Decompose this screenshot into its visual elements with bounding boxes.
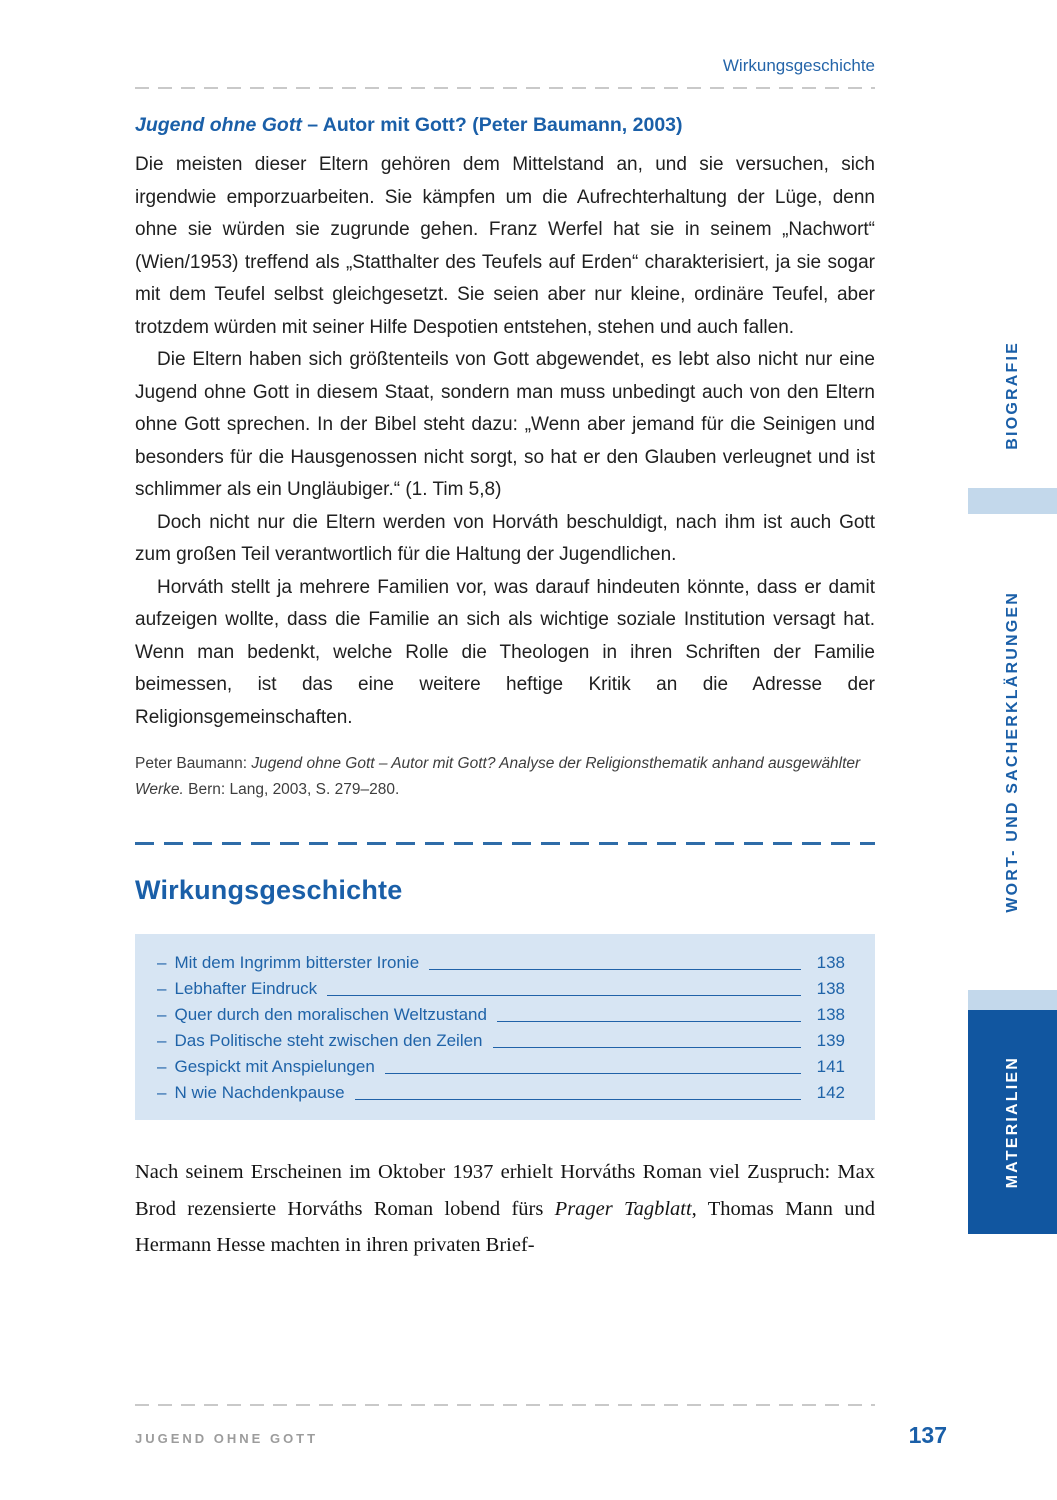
- toc-label: N wie Nachdenkpause: [174, 1083, 345, 1102]
- toc-leader-line: [385, 1073, 801, 1074]
- toc-box: [135, 934, 875, 1120]
- tab-biografie: [968, 300, 1057, 490]
- toc-row-4: [157, 1028, 845, 1054]
- toc-page-number: 141: [816, 1057, 845, 1076]
- toc-page-number: 138: [816, 953, 845, 972]
- toc-leader-line: [493, 1047, 801, 1048]
- book-title-footer: JUGEND OHNE GOTT: [135, 1431, 319, 1446]
- tab-separator-2: [968, 990, 1057, 1010]
- page-footer: [135, 1404, 947, 1449]
- running-header-label: Wirkungsgeschichte: [722, 56, 875, 75]
- toc-row-3: [157, 1002, 845, 1028]
- tab-biografie-label: BIOGRAFIE: [1003, 340, 1021, 450]
- source-author: Peter Baumann:: [135, 755, 252, 772]
- closing-paragraph: [135, 1154, 875, 1264]
- toc-page-number: 139: [816, 1031, 845, 1050]
- toc-bullet: –: [157, 953, 167, 972]
- toc-bullet: –: [157, 1005, 167, 1024]
- closing-text-italic: Prager Tagblatt: [554, 1197, 692, 1220]
- section-divider: [135, 842, 875, 845]
- closing-text-end: , Thomas Mann und Hermann Hesse machten in ihren privaten Brief-: [135, 1197, 875, 1256]
- section-title: Wirkungsgeschichte: [135, 875, 403, 905]
- toc-label: Lebhafter Eindruck: [174, 979, 318, 998]
- tab-materialien: [968, 1010, 1057, 1234]
- excerpt-heading-title: Jugend ohne Gott: [135, 114, 302, 136]
- tab-materialien-label: MATERIALIEN: [1003, 1055, 1021, 1189]
- toc-bullet: –: [157, 1083, 167, 1102]
- excerpt-heading: [135, 114, 875, 137]
- tab-wort-und-sacherklaerungen: [968, 514, 1057, 990]
- toc-leader-line: [327, 995, 801, 996]
- toc-label: Das Politische steht zwischen den Zeilen: [174, 1031, 483, 1050]
- excerpt-heading-subtitle: – Autor mit Gott? (Peter Baumann, 2003): [301, 114, 683, 136]
- toc-page-number: 138: [816, 1005, 845, 1024]
- toc-label: Mit dem Ingrimm bitterster Ironie: [174, 953, 420, 972]
- toc-leader-line: [355, 1099, 801, 1100]
- toc-bullet: –: [157, 979, 167, 998]
- running-header: [135, 56, 875, 89]
- section-tab-rail: [968, 0, 1057, 1500]
- source-publisher: Bern: Lang, 2003, S. 279–280.: [183, 780, 400, 798]
- toc-row-5: [157, 1054, 845, 1080]
- toc-row-1: [157, 950, 845, 976]
- toc-label: Quer durch den moralischen Weltzustand: [174, 1005, 487, 1024]
- toc-page-number: 138: [816, 979, 845, 998]
- body-paragraph-1: Die meisten dieser Eltern gehören dem Mittelstand an, und sie versuchen, sich irgendwie emporzuarbeiten. Sie kämpfen um die Aufrechterhaltung der Lüge, denn ohne sie würden sie zugrunde gehen. Franz Werfel hat sie in seinem „Nachwort“ (Wien/1953) treffend als „Statthalter des Teufels auf Erden“ charakterisiert, ja sie sogar mit dem Teufel selbst gleichgesetzt. Sie seien aber nur kleine, ordinäre Teufel, aber trotzdem würden mit seiner Hilfe Despotien entstehen, stehen und auch fallen.: [135, 154, 875, 338]
- toc-leader-line: [497, 1021, 801, 1022]
- page-content: [135, 110, 875, 1264]
- toc-bullet: –: [157, 1031, 167, 1050]
- closing-text-start: Nach seinem Erscheinen im Oktober 1937 erhielt Horváths Roman viel Zuspruch: Max Brod rezensierte Horváths Roman lobend fürs: [135, 1161, 875, 1220]
- toc-page-number: 142: [816, 1083, 845, 1102]
- page-number: 137: [908, 1422, 947, 1448]
- toc-row-6: [157, 1080, 845, 1106]
- toc-row-2: [157, 976, 845, 1002]
- tab-wort-und-sacherklaerungen-label: WORT- UND SACHERKLÄRUNGEN: [1003, 591, 1021, 913]
- header-divider: [135, 87, 875, 89]
- body-paragraph-3: Doch nicht nur die Eltern werden von Horváth beschuldigt, nach ihm ist auch Gott zum großen Teil verantwortlich für die Haltung der Jugendlichen.: [135, 511, 875, 565]
- tab-separator-1: [968, 488, 1057, 514]
- toc-leader-line: [429, 969, 801, 970]
- body-paragraph-2: Die Eltern haben sich größtenteils von Gott abgewendet, es lebt also nicht nur eine Jugend ohne Gott in diesem Staat, sondern man muss unbedingt auch von den Eltern ohne Gott sprechen. In der Bibel steht dazu: „Wenn aber jemand für die Seinigen und besonders für die Hausgenossen nicht sorgt, so hat er den Glauben verleugnet und ist schlimmer als ein Ungläubiger.“ (1. Tim 5,8): [135, 349, 875, 500]
- footer-divider: [135, 1404, 875, 1406]
- source-note: [135, 751, 875, 802]
- toc-bullet: –: [157, 1057, 167, 1076]
- toc-label: Gespickt mit Anspielungen: [174, 1057, 375, 1076]
- body-paragraph-4: Horváth stellt ja mehrere Familien vor, was darauf hindeuten könnte, dass er damit aufzeigen wollte, dass die Familie an sich als wichtige soziale Institution versagt hat. Wenn man bedenkt, welche Rolle die Theologen in ihren Schriften der Familie beimessen, ist das eine weitere heftige Kritik an die Adresse der Religionsgemeinschaften.: [135, 576, 875, 728]
- source-title: Jugend ohne Gott – Autor mit Gott? Analyse der Religionsthematik anhand ausgewählter Werke.: [135, 755, 861, 798]
